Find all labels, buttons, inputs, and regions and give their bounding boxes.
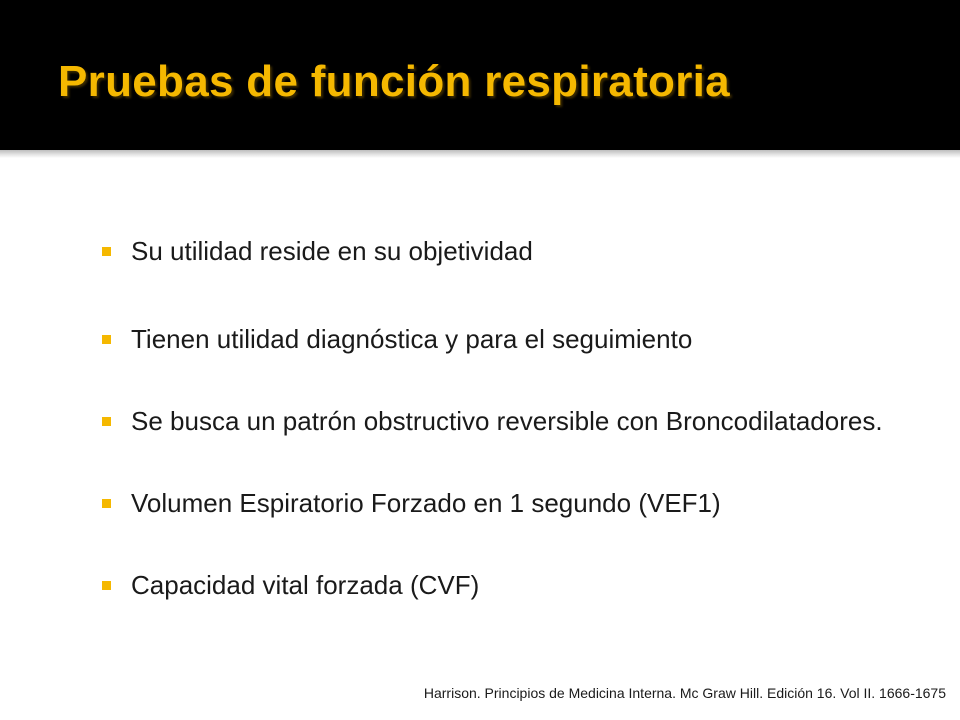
bullet-item bbox=[102, 406, 930, 436]
square-bullet-icon bbox=[102, 581, 111, 590]
bullet-text: Tienen utilidad diagnóstica y para el seguimiento bbox=[131, 324, 693, 354]
bullet-item bbox=[102, 324, 930, 354]
bullet-text: Se busca un patrón obstructivo reversible con Broncodilatadores. bbox=[131, 406, 883, 436]
bullet-text: Su utilidad reside en su objetividad bbox=[131, 236, 533, 266]
bullet-text: Capacidad vital forzada (CVF) bbox=[131, 570, 480, 600]
bullet-item bbox=[102, 236, 930, 266]
slide-title: Pruebas de función respiratoria bbox=[58, 57, 730, 106]
bullet-item bbox=[102, 570, 930, 600]
bullet-list bbox=[102, 236, 930, 600]
square-bullet-icon bbox=[102, 335, 111, 344]
title-bar bbox=[0, 0, 960, 150]
bullet-item bbox=[102, 488, 930, 518]
title-divider bbox=[0, 150, 960, 158]
square-bullet-icon bbox=[102, 417, 111, 426]
bullet-text: Volumen Espiratorio Forzado en 1 segundo (VEF1) bbox=[131, 488, 721, 518]
citation: Harrison. Principios de Medicina Interna. Mc Graw Hill. Edición 16. Vol II. 1666-1675 bbox=[423, 685, 946, 701]
square-bullet-icon bbox=[102, 247, 111, 256]
square-bullet-icon bbox=[102, 499, 111, 508]
